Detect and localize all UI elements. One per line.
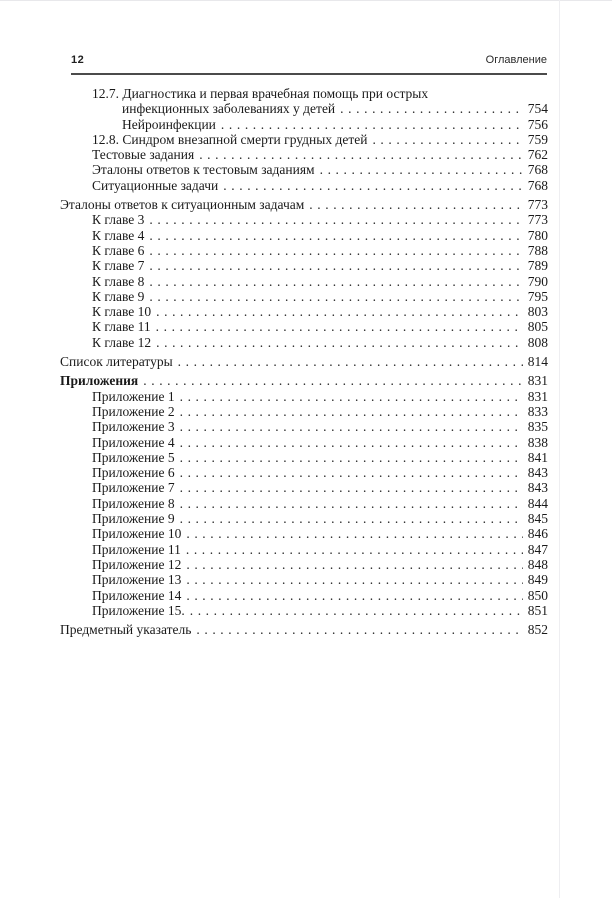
toc-entry-label: Приложение 10 [92, 526, 182, 542]
toc-entry-label: Приложение 15. [92, 602, 185, 618]
toc-leader-dots [147, 289, 522, 304]
toc-leader-dots [154, 304, 523, 319]
toc-entry [60, 228, 548, 243]
toc-leader-dots [194, 622, 522, 637]
toc-entry-label: Приложение 4 [92, 434, 175, 450]
toc-entry [60, 304, 548, 319]
toc-page-number: 841 [527, 449, 548, 465]
toc-entry [60, 101, 548, 116]
toc-page-number: 754 [527, 101, 548, 117]
toc-page-number: 805 [527, 319, 548, 335]
toc-entry-label: 12.8. Синдром внезапной смерти грудных детей [92, 131, 368, 147]
toc-entry-label: Приложение 1 [92, 388, 175, 404]
toc-page-number: 808 [527, 334, 548, 350]
toc-page-number: 851 [527, 602, 548, 618]
toc-entry [60, 603, 548, 618]
toc-page-number: 803 [527, 304, 548, 320]
toc-leader-dots [176, 354, 523, 369]
toc-entry-label: Приложение 8 [92, 495, 175, 511]
toc-entry [60, 132, 548, 147]
toc-entry [60, 289, 548, 304]
toc-leader-dots [154, 335, 523, 350]
toc-leader-dots [184, 526, 522, 541]
toc-entry [60, 588, 548, 603]
toc-entry-label: К главе 6 [92, 242, 145, 258]
toc-entry-label: Приложение 6 [92, 465, 175, 481]
toc-page-number: 768 [527, 177, 548, 193]
toc-leader-dots [184, 542, 523, 557]
toc-page-number: 814 [527, 354, 548, 370]
toc-leader-dots [178, 389, 523, 404]
toc-entry-label: Приложение 7 [92, 480, 175, 496]
toc-page-number: 845 [527, 511, 548, 527]
toc-entry-label: Тестовые задания [92, 147, 195, 163]
toc-leader-dots [178, 435, 523, 450]
toc-entry [60, 465, 548, 480]
toc-entry-label: К главе 10 [92, 304, 152, 320]
scan-edge-right [559, 0, 560, 898]
toc-entry [60, 511, 548, 526]
page-header [71, 54, 547, 75]
toc-entry [60, 622, 548, 637]
toc-entry [60, 435, 548, 450]
toc-entry [60, 86, 548, 101]
toc-entry-label: Приложения [60, 373, 139, 389]
toc-page-number: 850 [527, 587, 548, 603]
scan-edge-top [0, 0, 612, 1]
toc-page-number: 773 [527, 212, 548, 228]
toc-leader-dots [178, 496, 523, 511]
toc-entry [60, 526, 548, 541]
toc-entry [60, 147, 548, 162]
toc-page-number: 780 [527, 227, 548, 243]
toc-entry-label: 12.7. Диагностика и первая врачебная помощь при острых [92, 86, 429, 101]
toc-leader-dots [141, 373, 523, 388]
toc-leader-dots [147, 258, 522, 273]
toc-entry-label: Приложение 2 [92, 403, 175, 419]
toc-leader-dots [147, 212, 522, 227]
toc-page-number: 833 [527, 403, 548, 419]
toc-leader-dots [188, 603, 523, 618]
toc-entry [60, 404, 548, 419]
toc-page-number: 795 [527, 288, 548, 304]
toc-entry [60, 178, 548, 193]
toc-page-number: 843 [527, 465, 548, 481]
toc-entry-label: Список литературы [60, 354, 173, 370]
toc-leader-dots [338, 101, 523, 116]
toc-entry-label: Приложение 13 [92, 572, 182, 588]
toc-page-number: 788 [527, 242, 548, 258]
toc-entry-label: Приложение 14 [92, 587, 182, 603]
toc-entry-label: Ситуационные задачи [92, 177, 219, 193]
toc-entry-label: К главе 3 [92, 212, 145, 228]
toc-leader-dots [318, 162, 523, 177]
toc-entry [60, 117, 548, 132]
toc-entry [60, 212, 548, 227]
toc-entry-label: К главе 8 [92, 273, 145, 289]
toc-page-number: 846 [527, 526, 548, 542]
toc-page-number: 762 [527, 147, 548, 163]
toc-entry [60, 319, 548, 334]
toc-leader-dots [307, 197, 522, 212]
toc-entry [60, 496, 548, 511]
toc-entry-label: Приложение 11 [92, 541, 181, 557]
toc-page-number: 831 [527, 388, 548, 404]
toc-entry-label: К главе 4 [92, 227, 145, 243]
toc-page-number: 848 [527, 556, 548, 572]
toc-leader-dots [178, 465, 523, 480]
toc-entry [60, 542, 548, 557]
toc-entry-label: Приложение 5 [92, 449, 175, 465]
toc-leader-dots [178, 404, 523, 419]
toc-entry-label: Эталоны ответов к тестовым заданиям [92, 162, 315, 178]
toc-page-number: 847 [527, 541, 548, 557]
running-title: Оглавление [485, 54, 547, 66]
toc-entry-label: Эталоны ответов к ситуационным задачам [60, 197, 305, 213]
toc-entry [60, 243, 548, 258]
toc-entry [60, 480, 548, 495]
toc-page-number: 844 [527, 495, 548, 511]
toc-page-number: 790 [527, 273, 548, 289]
page-number: 12 [71, 54, 85, 66]
toc-page-number: 831 [527, 373, 548, 389]
toc-leader-dots [147, 274, 522, 289]
toc-entry [60, 197, 548, 212]
toc-entry-label: Предметный указатель [60, 622, 192, 638]
toc-leader-dots [147, 243, 522, 258]
toc-leader-dots [178, 450, 523, 465]
toc-page-number: 756 [527, 116, 548, 132]
toc-entry-label: Приложение 3 [92, 419, 175, 435]
toc-leader-dots [370, 132, 522, 147]
toc-leader-dots [184, 572, 522, 587]
toc-entry [60, 557, 548, 572]
toc-entry [60, 419, 548, 434]
toc-leader-dots [178, 419, 523, 434]
toc-entry-label: К главе 11 [92, 319, 151, 335]
toc-entry-label: К главе 9 [92, 288, 145, 304]
toc-entry [60, 258, 548, 273]
toc-page-number: 789 [527, 258, 548, 274]
toc-page-number: 843 [527, 480, 548, 496]
toc-entry [60, 274, 548, 289]
toc-entry-label: К главе 7 [92, 258, 145, 274]
toc-entry [60, 450, 548, 465]
toc-entry [60, 389, 548, 404]
toc-entry [60, 373, 548, 388]
toc-page-number: 849 [527, 572, 548, 588]
toc-list [60, 86, 548, 637]
toc-page-number: 852 [527, 622, 548, 638]
toc-page-number: 835 [527, 419, 548, 435]
toc-entry [60, 335, 548, 350]
toc-page-number: 759 [527, 131, 548, 147]
toc-entry-label: К главе 12 [92, 334, 152, 350]
toc-leader-dots [154, 319, 523, 334]
toc-entry-label: инфекционных заболеваниях у детей [122, 101, 336, 117]
toc-leader-dots [147, 228, 522, 243]
toc-leader-dots [184, 588, 522, 603]
toc-leader-dots [219, 117, 523, 132]
toc-page-number: 768 [527, 162, 548, 178]
toc-entry [60, 572, 548, 587]
toc-entry-label: Нейроинфекции [122, 116, 216, 132]
toc-leader-dots [178, 511, 523, 526]
toc-leader-dots [197, 147, 523, 162]
toc-page-number: 773 [527, 197, 548, 213]
toc-entry [60, 354, 548, 369]
toc-entry-label: Приложение 9 [92, 511, 175, 527]
toc-entry-label: Приложение 12 [92, 556, 182, 572]
toc-leader-dots [184, 557, 522, 572]
toc-entry [60, 162, 548, 177]
toc-leader-dots [221, 178, 522, 193]
toc-leader-dots [178, 480, 523, 495]
toc-page-number: 838 [527, 434, 548, 450]
